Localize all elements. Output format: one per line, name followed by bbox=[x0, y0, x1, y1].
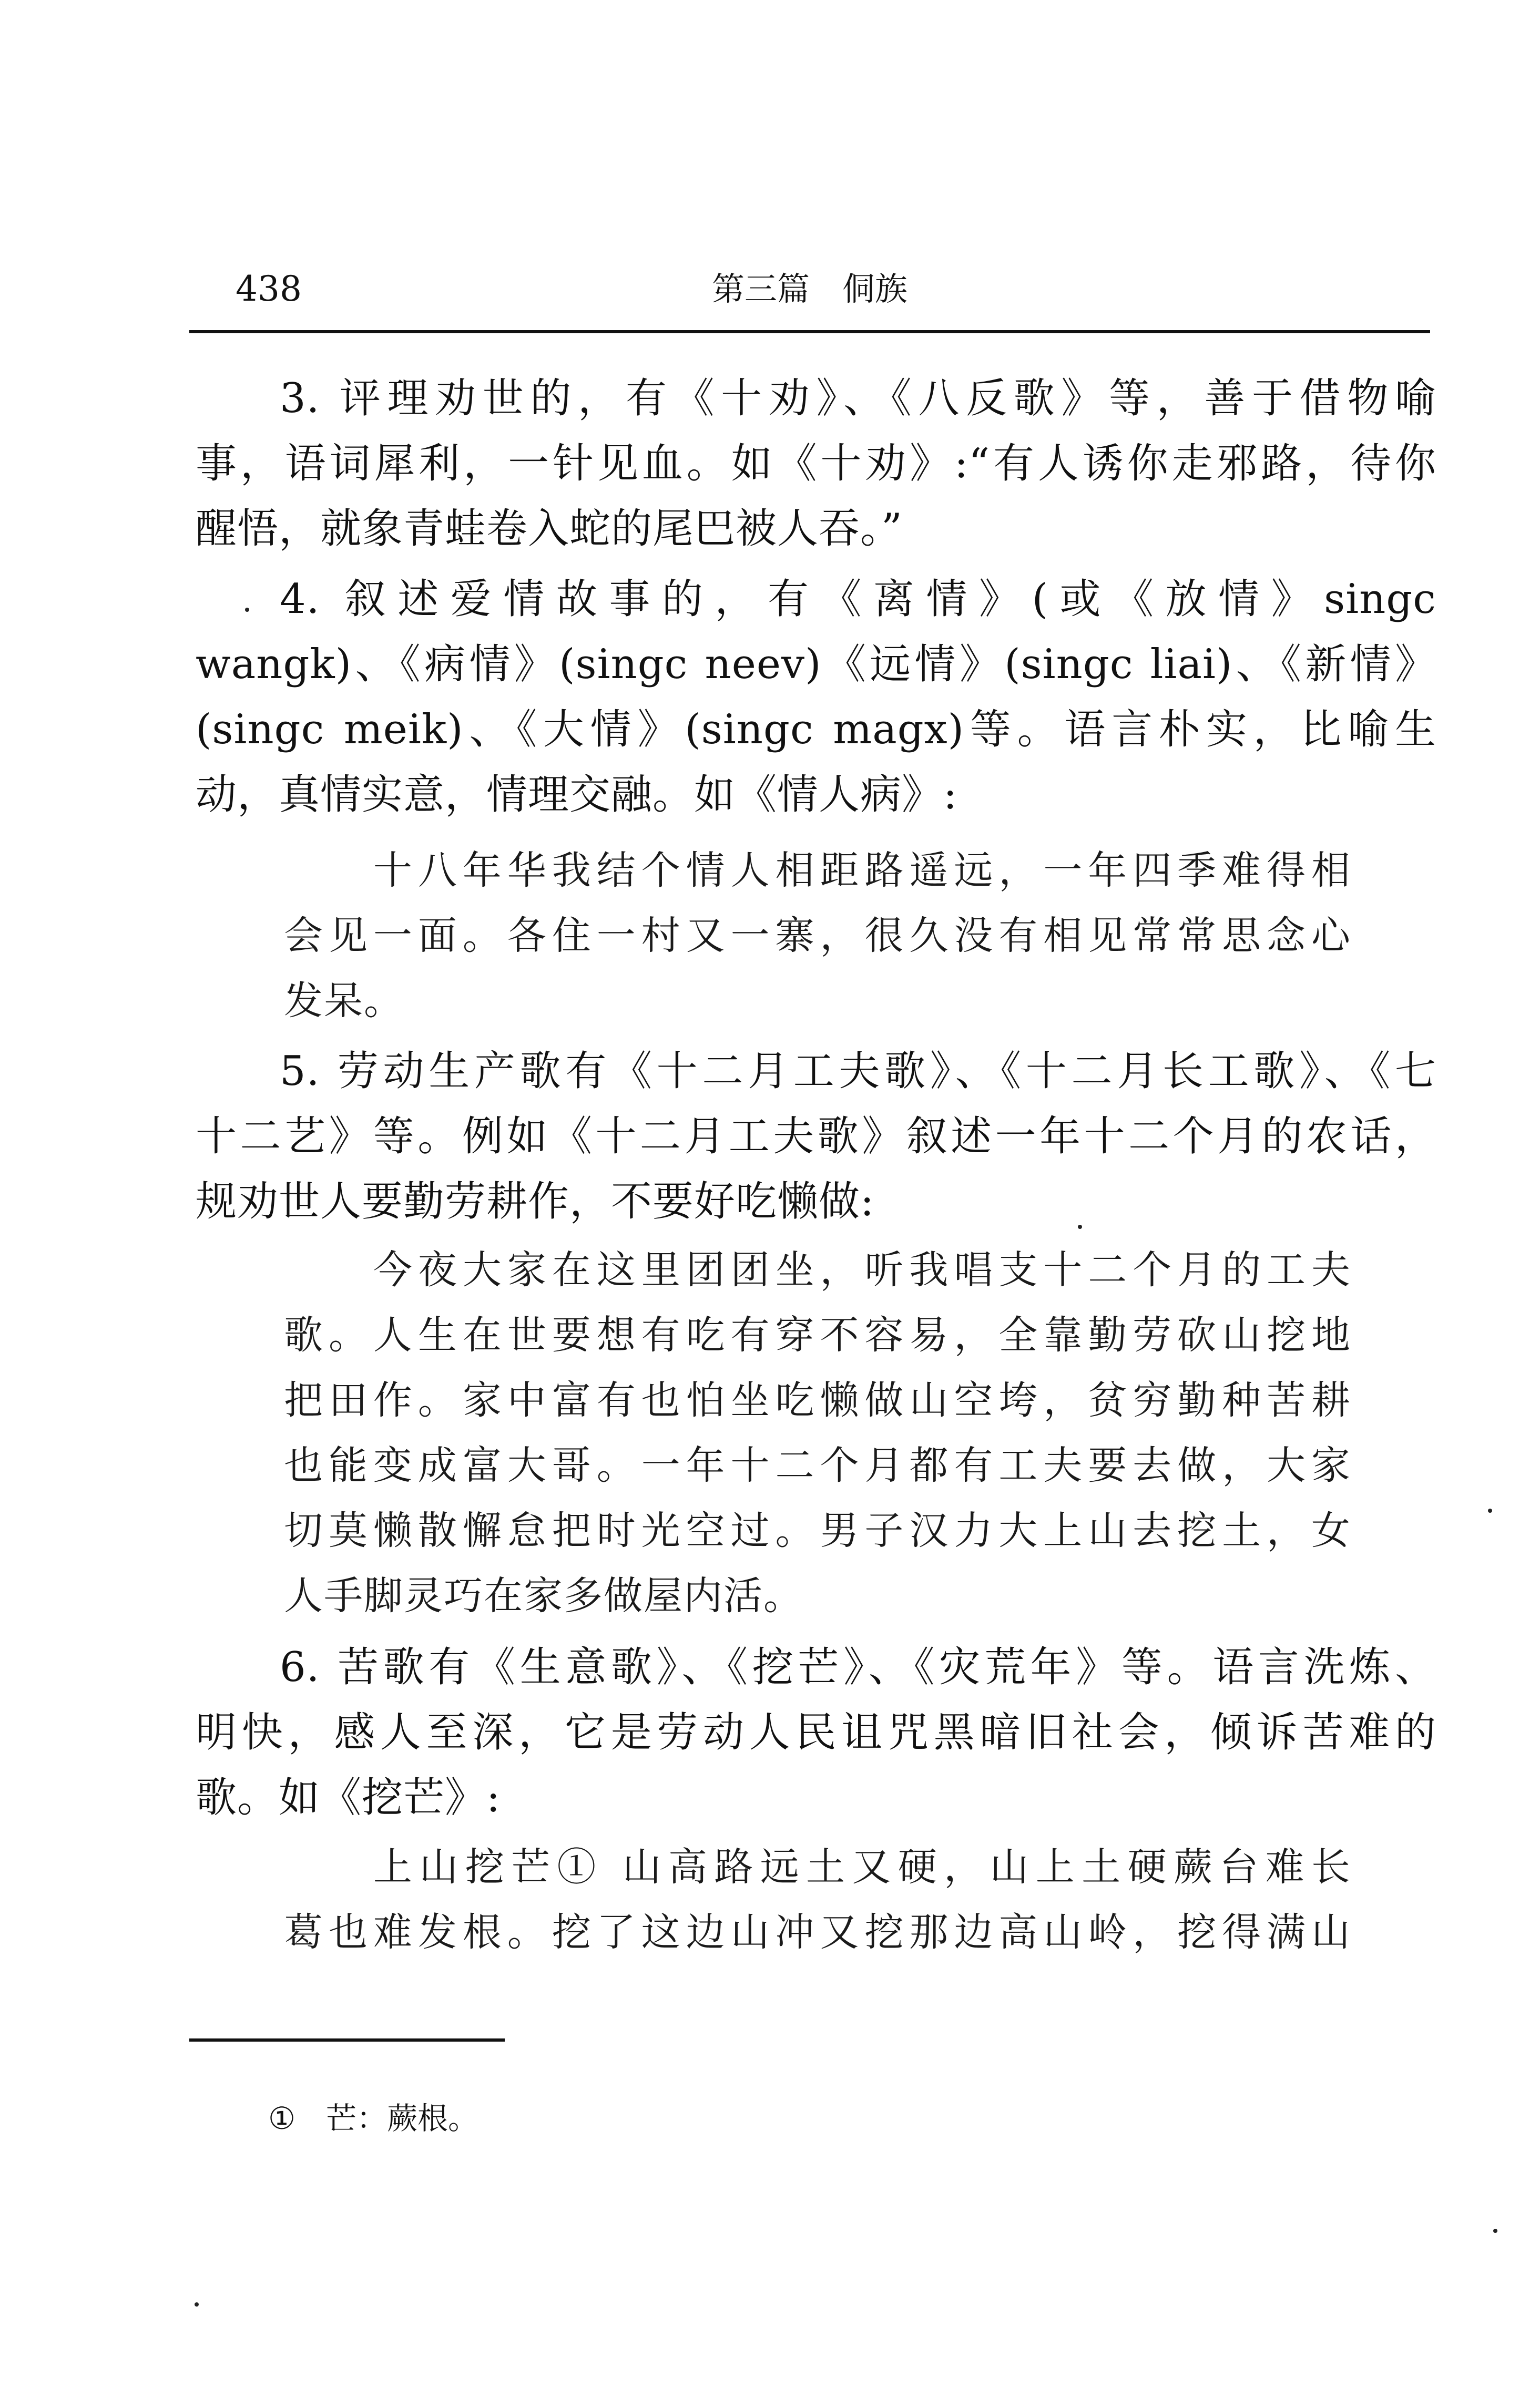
text-line: 明快，感人至深，它是劳动人民诅咒黑暗旧社会，倾诉苦难的 bbox=[196, 1709, 1436, 1756]
text-line: 醒悟，就象青蛙卷入蛇的尾巴被人吞。” bbox=[196, 505, 903, 552]
verse-line: 今夜大家在这里团团坐，听我唱支十二个月的工夫 bbox=[373, 1247, 1351, 1293]
page-number: 438 bbox=[236, 269, 302, 309]
verse-line: 十八年华我结个情人相距路遥远，一年四季难得相 bbox=[373, 848, 1351, 893]
paragraph-5 bbox=[196, 1039, 1436, 1234]
text-line: wangk)、《病情》(singc neev)《远情》(singc liai)、《新情》 bbox=[196, 641, 1436, 688]
scan-speck bbox=[1493, 2229, 1497, 2233]
footnote-marker: ① bbox=[268, 2100, 295, 2136]
paragraph-4 bbox=[196, 567, 1436, 827]
text-line: 规劝世人要勤劳耕作，不要好吃懒做: bbox=[196, 1178, 875, 1225]
verse-line: 会见一面。各住一村又一寨，很久没有相见常常思念心 bbox=[284, 913, 1351, 958]
verse-block-1 bbox=[284, 838, 1351, 1033]
verse-block-3 bbox=[284, 1835, 1351, 1965]
running-header bbox=[189, 268, 1430, 310]
verse-line: 歌。人生在世要想有吃有穿不容易，全靠勤劳砍山挖地 bbox=[284, 1313, 1351, 1358]
footnote bbox=[268, 2097, 478, 2139]
text-line: 3. 评理劝世的，有《十劝》、《八反歌》等，善于借物喻 bbox=[280, 375, 1436, 422]
scan-speck bbox=[245, 608, 249, 612]
text-line: 6. 苦歌有《生意歌》、《挖芒》、《灾荒年》等。语言洗炼、 bbox=[280, 1644, 1436, 1691]
scan-speck bbox=[195, 2302, 199, 2307]
paragraph-6 bbox=[196, 1635, 1436, 1830]
text-line: 4. 叙述爱情故事的，有《离情》(或《放情》singc bbox=[280, 576, 1436, 623]
text-line: 5. 劳动生产歌有《十二月工夫歌》、《十二月长工歌》、《七 bbox=[280, 1048, 1436, 1095]
chapter-title: 第三篇 侗族 bbox=[711, 270, 907, 308]
verse-line: 也能变成富大哥。一年十二个月都有工夫要去做，大家 bbox=[284, 1443, 1351, 1488]
verse-line: 切莫懒散懈怠把时光空过。男子汉力大上山去挖土，女 bbox=[284, 1508, 1351, 1553]
text-line: 歌。如《挖芒》: bbox=[196, 1774, 501, 1821]
header-rule bbox=[189, 330, 1430, 333]
verse-line: 发呆。 bbox=[284, 978, 404, 1023]
verse-block-2 bbox=[284, 1237, 1351, 1628]
verse-line: 把田作。家中富有也怕坐吃懒做山空垮，贫穷勤种苦耕 bbox=[284, 1378, 1351, 1423]
scan-speck bbox=[1078, 1225, 1082, 1229]
footnote-text: 芒：蕨根。 bbox=[326, 2100, 479, 2136]
footnote-rule bbox=[189, 2038, 505, 2042]
verse-line: 上山挖芒① 山高路远土又硬，山上土硬蕨台难长 bbox=[373, 1845, 1351, 1890]
text-line: (singc meik)、《大情》(singc magx)等。语言朴实，比喻生 bbox=[196, 706, 1436, 753]
verse-line: 葛也难发根。挖了这边山冲又挖那边高山岭，挖得满山 bbox=[284, 1910, 1351, 1955]
text-line: 事，语词犀利，一针见血。如《十劝》:“有人诱你走邪路，待你 bbox=[196, 440, 1436, 487]
text-line: 动，真情实意，情理交融。如《情人病》: bbox=[196, 771, 958, 818]
text-line: 十二艺》等。例如《十二月工夫歌》叙述一年十二个月的农话， bbox=[196, 1113, 1436, 1160]
verse-line: 人手脚灵巧在家多做屋内活。 bbox=[284, 1573, 803, 1618]
scan-speck bbox=[1488, 1509, 1492, 1513]
paragraph-3 bbox=[196, 366, 1436, 561]
